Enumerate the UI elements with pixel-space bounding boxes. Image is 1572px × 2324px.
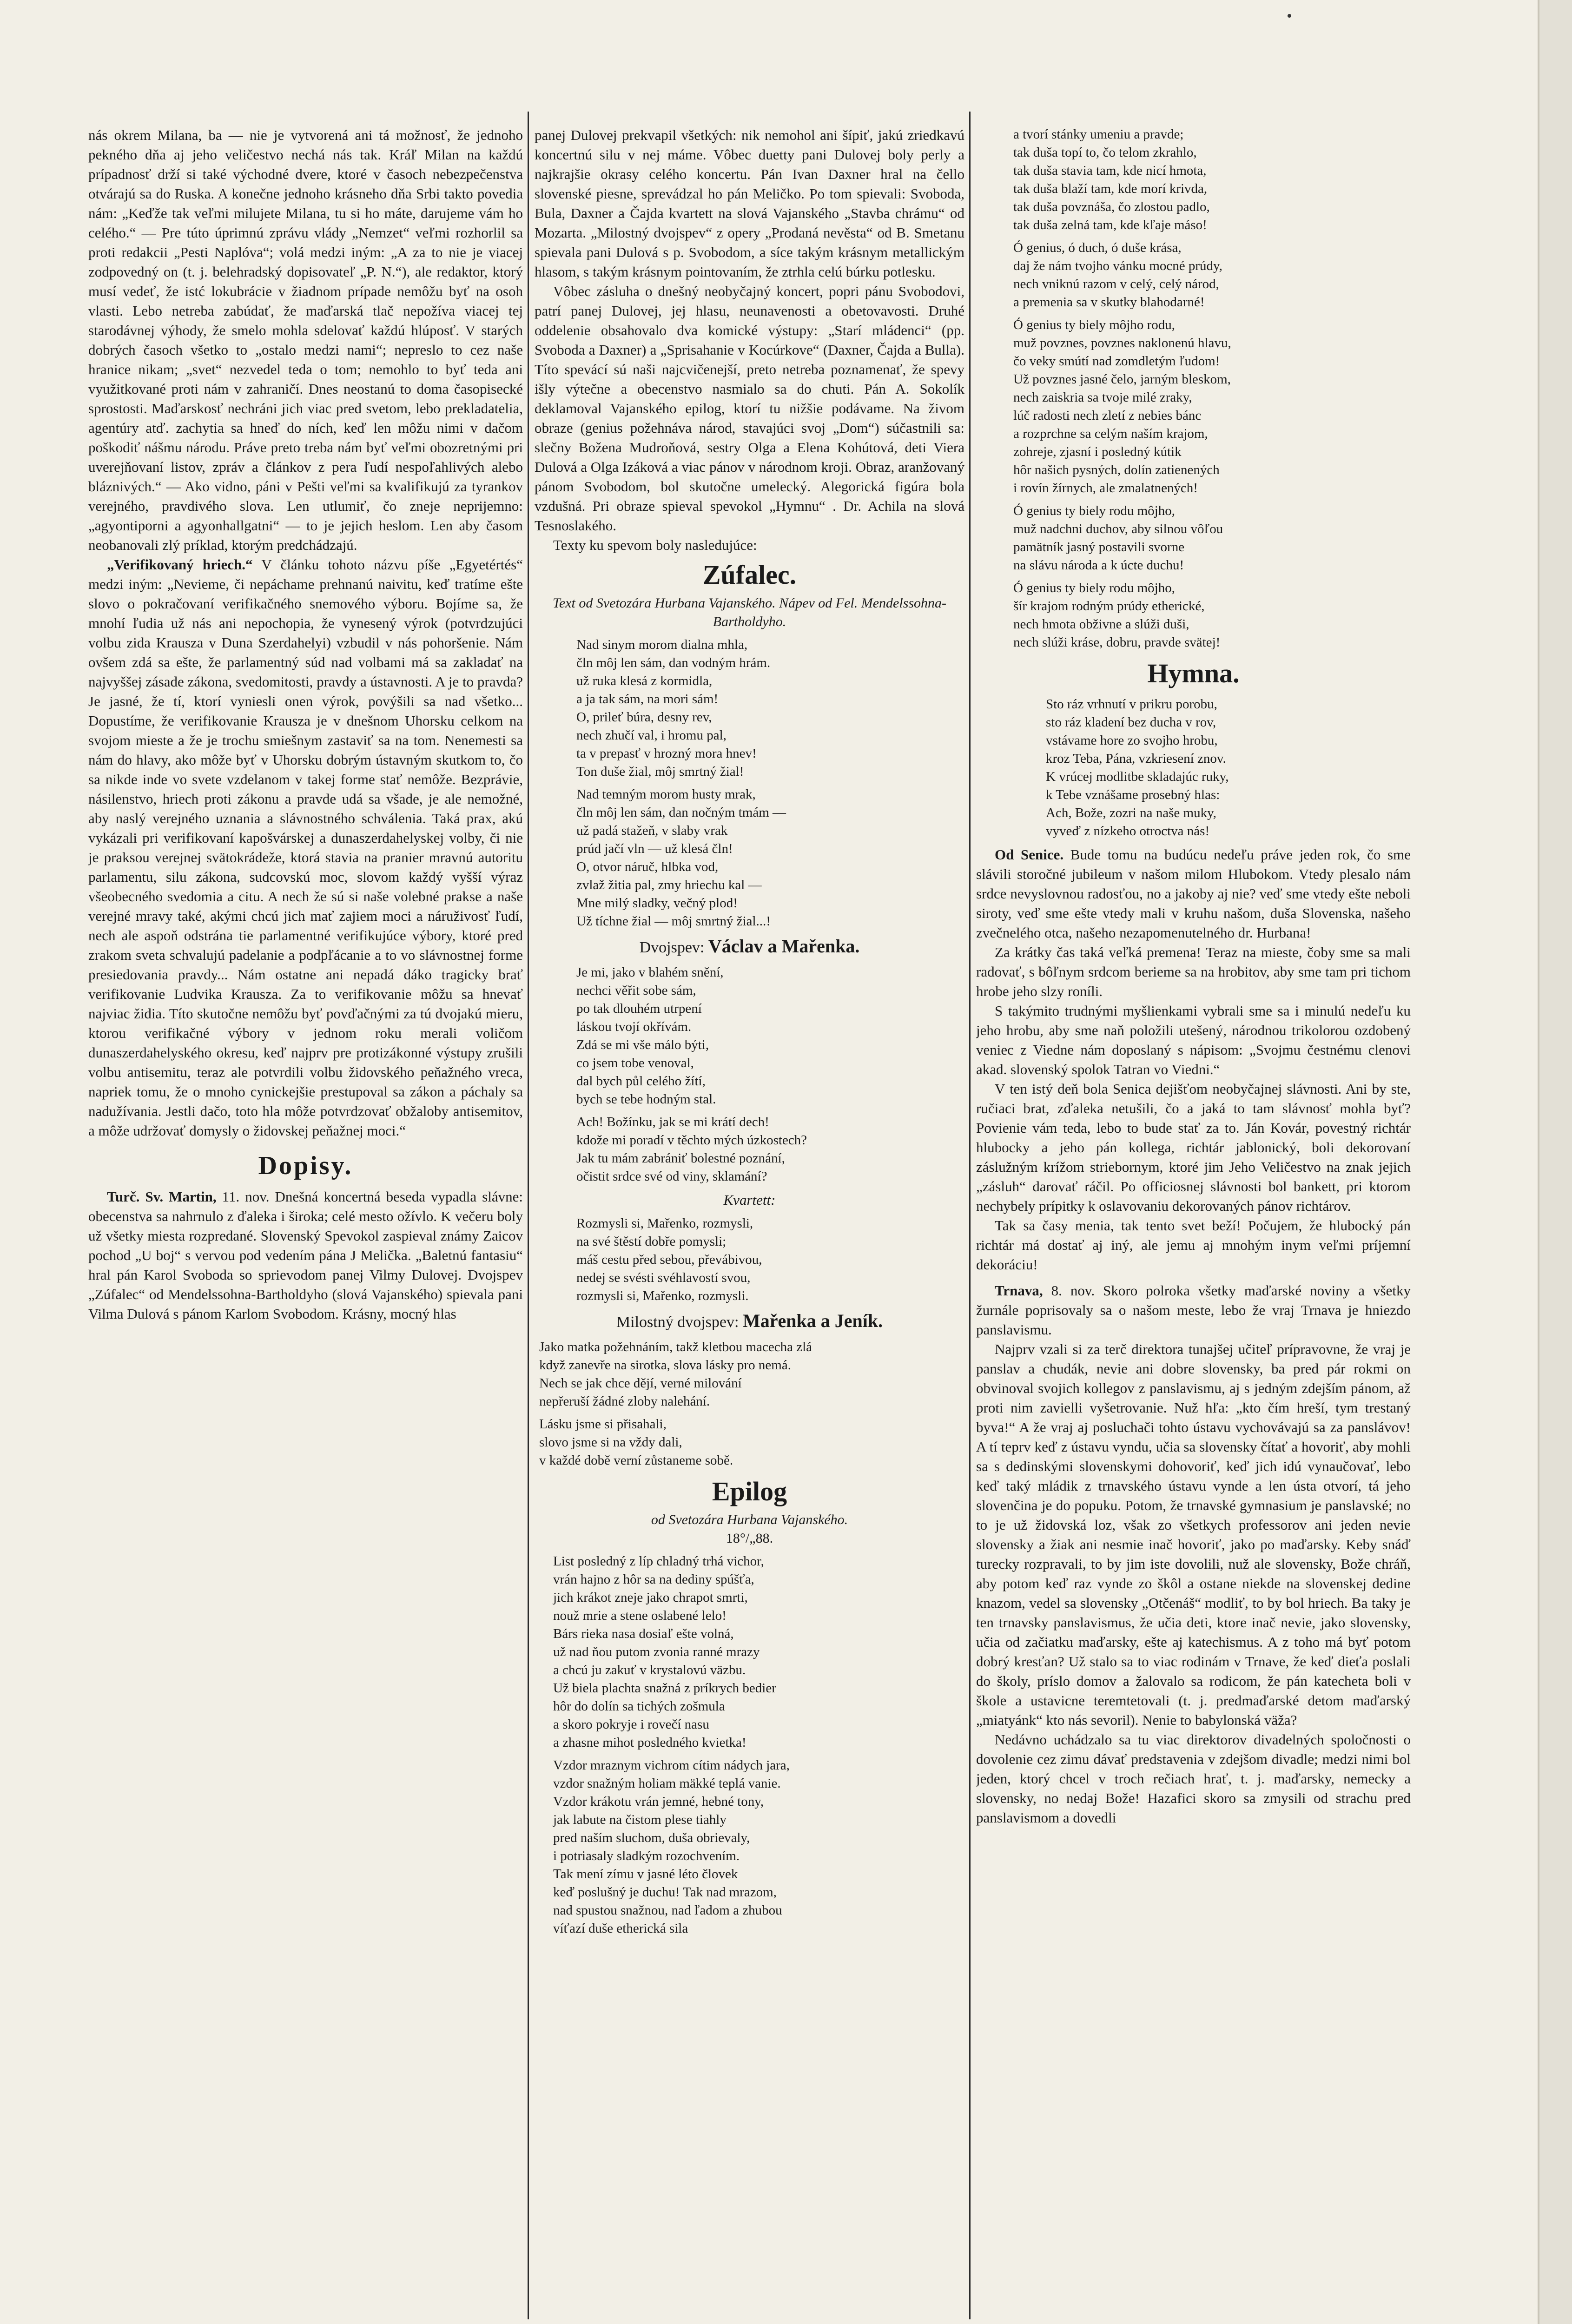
- epilog-stanza-4: [976, 239, 1411, 311]
- article-verifikovany-text: V článku tohoto názvu píše „Egyetértés“ medzi iným: „Nevieme, či nepáchame prehnanú naivitu, keď tratíme ešte slovo o pokračovaní verifikačného snemového výboru. Bojíme sa, že mnohí ľudia už nás ani nepochopia, že vynesený výrok (potvrdzujúci volbu zida Krausza v Duna Szerdahelyi) vzbudil v nás pohoršenie. Nám ovšem zdá sa ešte, že parlamentný súd nad volbami má sa zakladať na najvyššej zásade zákona, svedomitosti, pravdy a ústavnosti. A je to pravda? Je jasné, že tí, ktorí vyniesli onen výrok, povýšili sa nad všetko... Dopustíme, že verifikovanie Krausza je v dnešnom Uhorsku celkom na svojom mieste a že je trochu smiešnym zastaviť sa na tom. Nenemesti sa nám do hlavy, ako môže byť v Uhorsku dobrým ústavným skutkom to, čo sa nikde inde vo svete vzdelanom v takej forme stať nemôže. Bezprávie, násilenstvo, hriech proti zákonu a pravde udá sa všade, je ale nemožné, aby naslý verejného uznania a slávnostného schválenia. Taká prax, akú vykázali pri verifikovaní kapošvárskej a dunaszerdahelyskej volby, či nie je praksou verejnej svätokrádeže, ktorá stavia na pranier mravnú autoritu parlamentu, silu zákona, sudcovskú moc, slovom každý vyšší výraz všeobecného svedomia a citu. A nech že sú si naše volebné prakse a naše verejné mravy také, akými chcú jich mať zajiem moci a náruživosť ľudí, nech ale aspoň odstrána tie parlamentné verifikujúce výbory, ktoré pred zrakom sveta schvalujú padelanie a podpľácanie a to vo slávnostnej forme presiedovania pravdy... Nám ostatne ani nepadá dáko tragicky brať verifikovanie Ludvika Krausza. Za to verifikovanie môžu sa hnevať najviac židia. Títo skutočne nemôžu byť povďačnými za tú dvojakú mieru, ktorou verifikačné výbory v jednom roku merali voličom dunaszerdahelyského okresu, keď najprv pre protizákonné výstupy zrušili volbu antisemitu, teraz ale potvrdili volbu židovského peňažného vreca, napriek tomu, že o mnoho cynickejšie prestupoval sa zákon a páchaly sa nadužívania. Jestli dačo, toto hla môže potvrdzovať obžaloby antisemitov, a môže udržovať domysly o židovskej peňažnej moci.“: [88, 556, 523, 1139]
- verse-line: Tak mení zímu v jasné léto človek: [553, 1867, 738, 1882]
- article-senica-p3: S takýmito trudnými myšlienkami vybrali sme sa i minulú nedeľu ku jeho hrobu, aby sme naň položili utešený, národnou trikolorou ozdobený veniec z Viedne nám doposlaný s nápisom: „Svojmu čestnému clenovi akad. slovenský spolok Tatran vo Viedni.“: [976, 1003, 1411, 1077]
- verse-line: prúd jačí vln — už klesá čln!: [576, 841, 733, 856]
- duet2-prefix: Milostný dvojspev:: [616, 1314, 739, 1331]
- article-serbia-text: nás okrem Milana, ba — nie je vytvorená ani tá možnosť, že jednoho pekného dňa aj jeho veličestvo nechá nás tak. Kráľ Milan na každú prípadnosť drží si také východné dvere, ktoré v časoch nebezpečenstva otvárajú sa do Ruska. A konečne jednoho krásneho dňa Srbi takto povedia nám: „Keďže tak veľmi milujete Milana, tu si ho máte, darujeme vám ho celého.“ — Pre túto úprimnú zprávu vlády „Nemzet“ veľmi rozhorlil sa proti redakcii „Pesti Naplóva“; volá medzi iným: „A za to nie je viacej zodpovedný on (t. j. belehradský dopisovateľ „P. N.“), ale redaktor, ktorý musí vedeť, že istć lokubrácie v žiadnom prípade nemôžu byť na osoh vlasti. Lebo netreba zabúdať, že maďarská tlač nepožíva viacej tej starodávnej výhody, že smelo mohla sdelovať každú hlúposť. V starých dobrých časoch všetko to „ostalo medzi nami“; nepreslo to cez naše hranice nikam; „svet“ nezvedel teda o tom; nemohlo to byť teda ani využitkované proti nám v zahraničí. Dnes neostanú to doma časopisecké sprostosti. Maďarskosť nechráni jich viac pred svetom, lebo prekladatelia, agentúry atď. zachytia sa hneď do ních, keď len môžu nimi v dačom poškodiť nášmu národu. Práve preto treba nám byť veľmi obozretnými pri uverejňovaní listov, zpráv a článkov z pera ľudí nespoľahlivých alebo bláznivých.“ — Ako vidno, páni v Pešti veľmi sa kvalifikujú za tyrankov verejného, pravdivého slova. Len utlumiť, čo zneje neprijemno: „agyontiporni a agyonhallgatni“ — to je jejich heslom. Len aby časom neobanovali zlý príklad, ktorým predchádzajú.: [88, 127, 523, 553]
- duet2-stanza-1: [535, 1338, 964, 1411]
- verse-line: co jsem tobe venoval,: [576, 1056, 694, 1070]
- verse-line: Je mi, jako v blahém snění,: [576, 965, 724, 980]
- article-senica-dateline: Od Senice.: [995, 846, 1064, 863]
- article-senica: [976, 845, 1411, 943]
- verse-line: a rozprchne sa celým naším krajom,: [1013, 426, 1208, 441]
- poem-title-epilog: Epilog: [712, 1476, 787, 1506]
- verse-line: Nad temným morom husty mrak,: [576, 787, 756, 802]
- verse-line: nech zhučí val, i hromu pal,: [576, 728, 727, 743]
- epilog-stanza-1: [535, 1552, 964, 1752]
- verse-line: vstávame hore zo svojho hrobu,: [1046, 733, 1218, 748]
- article-senica-text: Bude tomu na budúcu nedeľu práve jeden rok, čo sme slávili storočné jubileum v našom milom Hlubokom. Vtedy plesalo nám srdce nevyslovnou radosťou, no a jakoby aj nie? veď sme vtedy ešte neboli siroty, veď sme ešte vtedy mali v kruhu našom, duša Slovenska, našeho zvečnelého otca, našeho nezapomenutelného dr. Hurbana!: [976, 846, 1411, 941]
- verse-line: nech hmota obživne a slúži duši,: [1013, 617, 1189, 632]
- verse-line: muž nadchni duchov, aby silnou vôľou: [1013, 522, 1223, 536]
- verse-line: jich krákot zneje jako chrapot smrti,: [553, 1590, 748, 1605]
- article-martin-text: 11. nov. Dnešná koncertná beseda vypadla slávne: obecenstva sa nahrnulo z ďaleka i široka; celé mesto ožívlo. K večeru boly už všetky miesta rozpredané. Slovenský Spevokol zaspieval známy Zaicov pochod „U boj“ s vervou pod vedením pána J Melička. „Baletnú fantasiu“ hral pán Karol Svoboda so sprievodom panej Vilmy Dulovej. Dvojspev „Zúfalec“ od Mendelssohna-Bartholdyho (slová Vajanského) spievala pani Vilma Dulová s pánom Karlom Svobodom. Krásny, mocný hlas: [88, 1188, 523, 1322]
- verse-line: O, otvor náruč, hlbka vod,: [576, 859, 719, 874]
- verse-line: K vrúcej modlitbe skladajúc ruky,: [1046, 769, 1229, 784]
- verse-line: hôr našich pysných, dolín zatienených: [1013, 462, 1220, 477]
- verse-line: keď poslušný je duchu! Tak nad mrazom,: [553, 1885, 777, 1900]
- verse-line: rozmysli si, Mařenko, rozmysli.: [576, 1288, 749, 1303]
- verse-line: nechci věřit sobe sám,: [576, 983, 696, 998]
- verse-line: a ja tak sám, na mori sám!: [576, 692, 719, 706]
- verse-line: kroz Teba, Pána, vzkriesení znov.: [1046, 751, 1226, 766]
- verse-line: Už povznes jasné čelo, jarným bleskom,: [1013, 372, 1231, 387]
- verse-line: Ton duše žial, môj smrtný žial!: [576, 764, 744, 779]
- verse-line: nepřeruší žádné zloby nalehání.: [539, 1394, 710, 1409]
- epilog-stanza-3: [976, 125, 1411, 234]
- verse-line: tak duša blaží tam, kde morí krivda,: [1013, 181, 1208, 196]
- zufalec-stanza-2: [535, 786, 964, 931]
- verse-line: muž povznes, povznes naklonenú hlavu,: [1013, 336, 1231, 350]
- verse-line: tak duša zelná tam, kde kľaje máso!: [1013, 218, 1207, 232]
- verse-line: tak duša stavia tam, kde nicí hmota,: [1013, 163, 1207, 178]
- article-senica-p5: Tak sa časy menia, tak tento svet beží! Počujem, že hlubocký pán richtár má dostať aj iný, ale jemu aj mnohým inym veľmi príjemní dekoráciu!: [976, 1217, 1411, 1273]
- verse-line: už nad ňou putom zvonia ranné mrazy: [553, 1644, 760, 1659]
- verse-line: hôr do dolín sa tichých zošmula: [553, 1699, 725, 1714]
- verse-line: Jako matka požehnáním, takž kletbou macecha zlá: [539, 1340, 812, 1354]
- poem-title-zufalec: Zúfalec.: [702, 560, 797, 590]
- verse-line: bych se tebe hodným stal.: [576, 1092, 716, 1107]
- article-martin-dateline: Turč. Sv. Martin,: [107, 1188, 217, 1205]
- verse-line: Vzdor mraznym vichrom cítim nádych jara,: [553, 1758, 790, 1773]
- verse-line: čo veky smútí nad zomdletým ľudom!: [1013, 354, 1220, 369]
- verse-line: a zhasne mihot posledného kvietka!: [553, 1735, 746, 1750]
- verse-line: Vzdor krákotu vrán jemné, hebné tony,: [553, 1794, 764, 1809]
- verse-line: a chcú ju zakuť v krystalovú väzbu.: [553, 1663, 746, 1677]
- verse-line: zohreje, zjasní i posledný kútik: [1013, 444, 1182, 459]
- verse-line: vyveď z nízkeho otroctva nás!: [1046, 824, 1210, 838]
- verse-line: nech slúži kráse, dobru, pravde svätej!: [1013, 635, 1221, 650]
- verse-line: Jak tu mám zabrániť bolestné poznání,: [576, 1151, 785, 1166]
- article-trnava-p2: Najprv vzali si za terč direktora tunajšej učiteľ prípravovne, že vraj je panslav a chudák, nevie ani dobre slovensky, ba pred pár rokmi on obvinoval svojich kollegov z panslavismu, aj s jedným zdejším pánom, až proti nim zavielli vyšetrovanie. Nuž hľa: „kto čím hreší, tym trestaný byva!“ A že vraj aj posluchači tohto ústavu vychovávajú sa za panslávov! A tí teprv keď z ústavu vyndu, učia sa slovensky čítať a hovoriť, aby mohli sa s dedinskými slovenskymi dohovoriť, keď jich idú vynaučovať, lebo keď taký mládik z trnavského ústavu vynde a len ústa otvorí, tá jeho slovenčina je do popuku. Potom, že trnavské gymnasium je panslavské; no to je už židovská loz, však zo všetkych professorov ani jeden nevie slovensky a žiak ani nesmie inač hovoriť, jako po maďarsky. Keby snáď turecky rozpravali, to by jim iste dovolili, nuž ale slovensky, Bože chráň, aby potom keď raz vynde zo škôl a ostane niekde na slovenskej dedine knazom, vedel sa slovensky „Otčenáš“ modliť, to by bol hriech. Ba taky je ten trnavsky panslavismus, že učia deti, ktore inač nevie, jako slovensky, učia od začiatku maďarsky, ešte aj katechismus. A z toho má byť potom dobrý kresťan? Už stalo sa to viac rodinám v Trnave, že keď dieťa poslali do školy, príslo domov a žalovalo sa rodicom, že pán katecheta boli v škole a ustavicne teremtetovali (t. j. predmaďarské detom maďarský „miatyánk“ kto nás sevoril). Nenie to babylonská väža?: [976, 1341, 1411, 1728]
- verse-line: víťazí duše etherická sila: [553, 1921, 688, 1936]
- epilog-stanza-7: [976, 579, 1411, 652]
- verse-line: Ó genius ty biely rodu môjho,: [1013, 503, 1175, 518]
- verse-line: lúč radosti nech zletí z nebies bánc: [1013, 408, 1202, 423]
- verse-line: nech zaiskria sa tvoje milé zraky,: [1013, 390, 1192, 405]
- verse-line: nedej se svésti svéhlavostí svou,: [576, 1270, 751, 1285]
- page-edge: [1538, 0, 1572, 2324]
- poem-date-epilog: 18°/„88.: [726, 1531, 773, 1546]
- duet-stanza-1: [535, 964, 964, 1109]
- verse-line: i potriasaly sladkým rozochvením.: [553, 1849, 740, 1863]
- duet-title: Václav a Mařenka.: [708, 936, 860, 957]
- verse-line: ta v prepasť v hrozný mora hnev!: [576, 746, 757, 761]
- verse-line: a premenia sa v skutky blahodarné!: [1013, 295, 1205, 310]
- verse-line: Lásku jsme si přisahali,: [539, 1417, 667, 1432]
- verse-line: máš cestu před sebou, převábivou,: [576, 1252, 762, 1267]
- duet-stanza-2: [535, 1113, 964, 1186]
- poem-title-hymna: Hymna.: [1147, 658, 1240, 688]
- epilog-stanza-5: [976, 316, 1411, 497]
- verse-line: na své štěstí dobře pomysli;: [576, 1234, 727, 1249]
- duet-heading-marenka: [535, 1310, 964, 1334]
- column-rule-1: [528, 112, 529, 2319]
- verse-line: Už biela plachta snažná z príkrych bedier: [553, 1681, 776, 1696]
- verse-line: zvlaž žitia pal, zmy hriechu kal —: [576, 878, 762, 892]
- verse-line: když zanevře na sirotka, slova lásky pro nemá.: [539, 1358, 791, 1373]
- verse-line: Ó genius ty biely môjho rodu,: [1013, 317, 1175, 332]
- verse-line: Zdá se mi vše málo býti,: [576, 1037, 709, 1052]
- verse-line: O, prileť búra, desny rev,: [576, 710, 712, 725]
- verse-line: čln môj len sám, dan vodným hrám.: [576, 655, 771, 670]
- duet2-title: Mařenka a Jeník.: [742, 1310, 883, 1331]
- verse-line: Ó genius, ó duch, ó duše krása,: [1013, 240, 1182, 255]
- section-heading-dopisy: Dopisy.: [258, 1151, 353, 1180]
- verse-line: Už tíchne žial — môj smrtný žial...!: [576, 914, 771, 929]
- column-3: [976, 125, 1411, 2319]
- spacer: [976, 1274, 1411, 1281]
- verse-line: nouž mrie a stene oslabené lelo!: [553, 1608, 727, 1623]
- verse-line: i rovín žírnych, ale zmalatnených!: [1013, 481, 1198, 495]
- verse-line: Ach! Božínku, jak se mi krátí dech!: [576, 1115, 769, 1129]
- verse-line: vrán hajno z hôr sa na dediny spúšťa,: [553, 1572, 754, 1587]
- article-trnava-text: 8. nov. Skoro polroka všetky maďarské noviny a všetky žurnále poprisovaly sa o našom meste, lebo že vraj Trnava je hniezdo panslavismu.: [976, 1282, 1411, 1338]
- verse-line: pamätník jasný postavili svorne: [1013, 540, 1185, 555]
- verse-line: k Tebe vznášame prosebný hlas:: [1046, 787, 1220, 802]
- verse-line: láskou tvojí okřívám.: [576, 1019, 692, 1034]
- verse-line: v každé době verní zůstaneme sobě.: [539, 1453, 733, 1468]
- kvartett-label: Kvartett:: [723, 1192, 776, 1208]
- verse-line: Sto ráz vrhnutí v prikru porobu,: [1046, 697, 1217, 712]
- article-trnava-p3: Nedávno uchádzalo sa tu viac direktorov divadelných spoločnosti o dovolenie cez zimu dávať predstavenia v zdejšom divadle; medzi nimi bol jeden, ktorý chcel v troch rečiach hrať, t. j. maďarsky, nemecky a slovensky, no nedaj Bože! Hazafici skoro sa zmysili od strachu pred panslavismom a dovedli: [976, 1731, 1411, 1826]
- verse-line: očistit srdce své od viny, sklamání?: [576, 1169, 767, 1184]
- verse-line: Ach, Bože, zozri na naše muky,: [1046, 805, 1216, 820]
- verse-line: jak labute na čistom plese tiahly: [553, 1812, 727, 1827]
- article-senica-p4: V ten istý deň bola Senica dejišťom neobyčajnej slávnosti. Ani by ste, ručiaci brat, zďaleka netušili, čo a jaká to tam slávnosť mohla byť? Povienie vám teda, lebo to bude stať za to. Ján Kovár, povestný richtár hlubocky a jeho pán kollega, richtár jablonický, boli dekorovaní záslužným krížom striebornym, ktoré jim Jeho Veličestvo na znak jejich „zásluh“ darovať ráčil. Po officiosnej slávnosti bol bankett, pri ktorom nechybely prípitky k oslavovaniu dekorovaných pánov richtárov.: [976, 1081, 1411, 1214]
- texts-intro: Texty ku spevom boly nasledujúce:: [553, 537, 757, 553]
- verse-line: na slávu národa a k úcte duchu!: [1013, 558, 1184, 573]
- verse-line: kdože mi poradí v těchto mých úzkostech?: [576, 1133, 807, 1148]
- print-speck: [1288, 14, 1291, 18]
- verse-line: Nad sinym morom dialna mhla,: [576, 637, 748, 652]
- verse-line: vzdor snažným holiam mäkké teplá vanie.: [553, 1776, 781, 1791]
- verse-line: List posledný z líp chladný trhá vichor,: [553, 1554, 764, 1569]
- verse-line: sto ráz kladení bez ducha v rov,: [1046, 715, 1216, 730]
- verse-line: Bárs rieka nasa dosiaľ ešte volná,: [553, 1626, 734, 1641]
- hymna-stanza: [976, 695, 1411, 840]
- verse-line: pred naším sluchom, duša obrievaly,: [553, 1830, 750, 1845]
- epilog-stanza-6: [976, 502, 1411, 574]
- verse-line: čln môj len sám, dan nočným tmám —: [576, 805, 786, 820]
- column-rule-2: [969, 112, 971, 2319]
- column-2: [535, 125, 964, 2319]
- verse-line: nad spustou snažnou, nad ľadom a zhubou: [553, 1903, 782, 1918]
- article-senica-p2: Za krátky čas taká veľká premena! Teraz na mieste, čoby sme sa mali radovať, s bôľnym srdcom berieme sa na hrobitov, aby sme tam pri tichom hrobe jeho slzy roníli.: [976, 944, 1411, 999]
- verse-line: po tak dlouhém utrpení: [576, 1001, 702, 1016]
- article-trnava-dateline: Trnava,: [995, 1282, 1043, 1299]
- concert-continuation: panej Dulovej prekvapil všetkých: nik nemohol ani šípiť, jakú zriedkavú koncertnú silu v nej máme. Vôbec duetty pani Dulovej boly perly a najkrajšie okrasy celého koncertu. Pán Ivan Daxner hral na čello slovenské piesne, sprevádzal ho pán Meličko. Po tom spievali: Svoboda, Bula, Daxner a Čajda kvartett na slová Vajanského „Stavba chrámu“ od Mozarta. „Milostný dvojspev“ z opery „Prodaná nevěsta“ od B. Smetanu spievala pani Dulová s p. Svobodom, a síce takým krásnym metallickým hlasom, s takým krásnym pointovaním, že ztrhla celú búrku potlesku.: [535, 127, 964, 280]
- poem-subtitle-zufalec: Text od Svetozára Hurbana Vajanského. Nápev od Fel. Mendelssohna-Bartholdyho.: [552, 595, 947, 629]
- verse-line: slovo jsme si na vždy dali,: [539, 1435, 682, 1450]
- verse-line: už padá stažeň, v slaby vrak: [576, 823, 728, 838]
- article-trnava: [976, 1281, 1411, 1340]
- duet2-stanza-2: [535, 1415, 964, 1470]
- epilog-stanza-2: [535, 1756, 964, 1938]
- verse-line: už ruka klesá z kormidla,: [576, 673, 713, 688]
- verse-line: nech vniknú razom v celý, celý národ,: [1013, 277, 1219, 291]
- concert-paragraph-2: Vôbec zásluha o dnešný neobyčajný koncert, popri pánu Svobodovi, patrí panej Dulovej, jej hlasu, neunavenosti a obetovavosti. Druhé oddelenie obsahovalo dva komické výstupy: „Starí mládenci“ (pp. Svoboda a Daxner) a „Sprisahanie v Kocúrkove“ (Daxner, Čajda a Bulla). Títo spevácí sú naši najcvičenejší, preto netreba poznamenať, že spevy išly výtečne a obecenstvo nasmialo sa do chuti. Pán A. Sokolík deklamoval Vajanského epilog, ktorí tu nižšie podávame. Na živom obraze (genius požehnáva národ, stavajúci svoj „Dom“) súčastnili sa: slečny Božena Mudroňová, sestry Olga a Elena Kohútová, deti Viera Dulová a Olga Izáková a viac pánov v národnom kroji. Obraz, aranžovaný pánom Svobodom, bol skutočne umelecký. Alegorická figúra bola vzdušná. Pri obraze spieval spevokol „Hymnu“ . Dr. Achila na slová Tesnoslakého.: [535, 283, 964, 534]
- zufalec-stanza-1: [535, 636, 964, 781]
- verse-line: a tvorí stánky umeniu a pravde;: [1013, 127, 1184, 142]
- verse-line: šír krajom rodným prúdy etherické,: [1013, 599, 1205, 614]
- verse-line: Nech se jak chce dějí, verné milování: [539, 1376, 742, 1391]
- verse-line: a skoro pokryje i rovečí nasu: [553, 1717, 709, 1732]
- verse-line: Mne milý sladky, večný plod!: [576, 896, 738, 911]
- duet-prefix: Dvojspev:: [639, 939, 705, 956]
- verse-line: daj že nám tvojho vánku mocné prúdy,: [1013, 258, 1222, 273]
- poem-subtitle-epilog: od Svetozára Hurbana Vajanského.: [651, 1512, 848, 1527]
- article-verifikovany-title: „Verifikovaný hriech.“: [107, 556, 253, 573]
- verse-line: tak duša topí to, čo telom zkrahlo,: [1013, 145, 1197, 160]
- verse-line: Rozmysli si, Mařenko, rozmysli,: [576, 1216, 753, 1231]
- verse-line: tak duša povznáša, čo zlostou padlo,: [1013, 199, 1210, 214]
- article-martin: [88, 1187, 523, 1324]
- duet-stanza-3: [535, 1215, 964, 1305]
- duet-heading-vaclav: [535, 935, 964, 959]
- article-verifikovany: [88, 555, 523, 1141]
- verse-line: dal bych půl celého žítí,: [576, 1074, 706, 1089]
- verse-line: Ó genius ty biely rodu môjho,: [1013, 581, 1175, 595]
- column-1: [88, 125, 523, 2319]
